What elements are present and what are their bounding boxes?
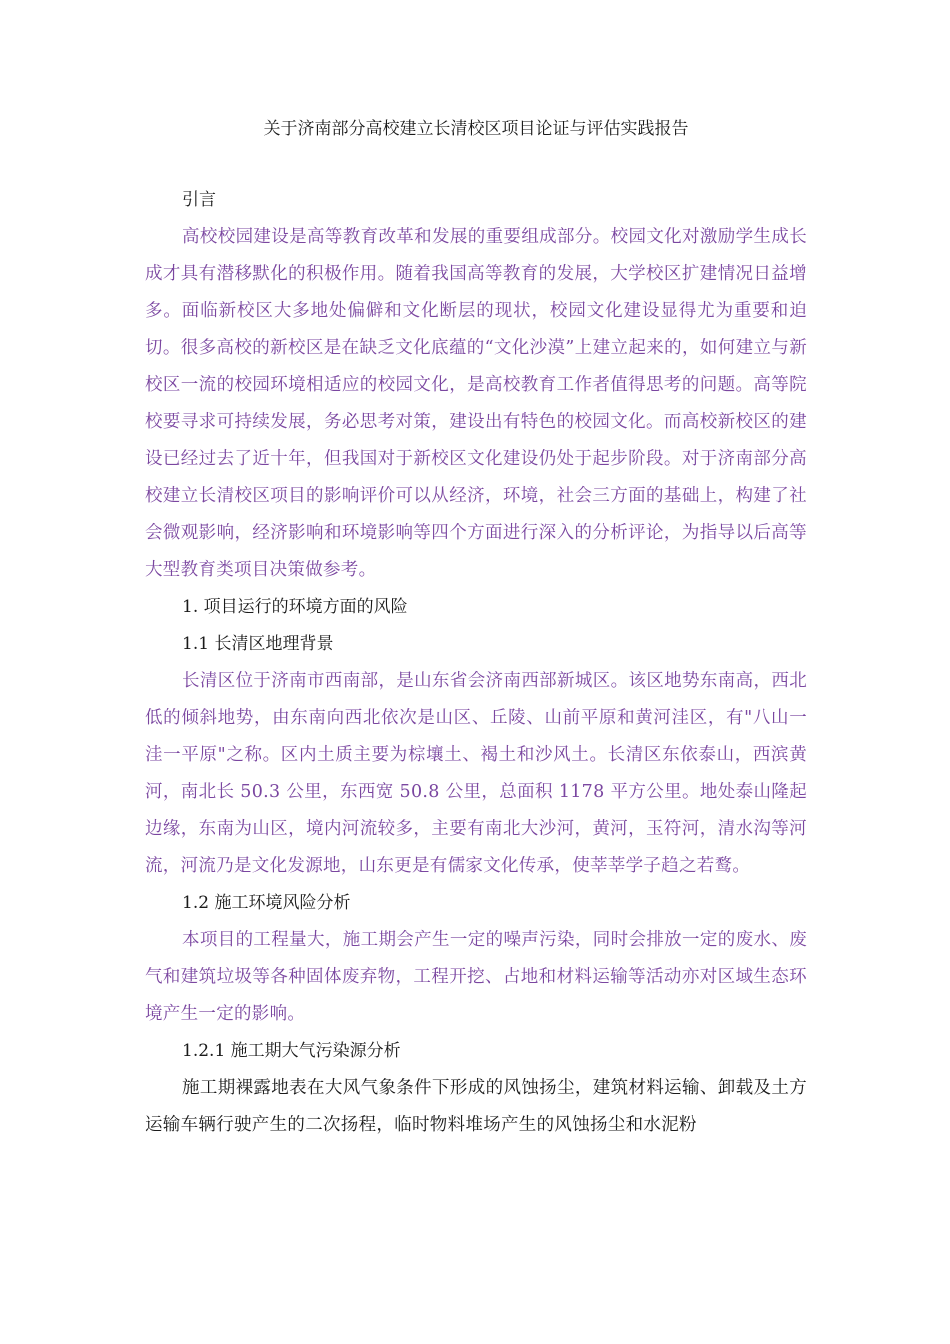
section-1-2-paragraph: 本项目的工程量大，施工期会产生一定的噪声污染，同时会排放一定的废水、废气和建筑垃圾等各种固体废弃物，工程开挖、占地和材料运输等活动亦对区域生态环境产生一定的影响。 bbox=[145, 930, 807, 1024]
document-body bbox=[145, 182, 807, 1144]
intro-paragraph: 高校校园建设是高等教育改革和发展的重要组成部分。校园文化对激励学生成长成才具有潜移默化的积极作用。随着我国高等教育的发展，大学校区扩建情况日益增多。面临新校区大多地处偏僻和文化断层的现状，校园文化建设显得尤为重要和迫切。很多高校的新校区是在缺乏文化底蕴的“文化沙漠”上建立起来的，如何建立与新校区一流的校园环境相适应的校园文化，是高校教育工作者值得思考的问题。高等院校要寻求可持续发展，务必思考对策，建设出有特色的校园文化。而高校新校区的建设已经过去了近十年，但我国对于新校区文化建设仍处于起步阶段。对于济南部分高校建立长清校区项目的影响评价可以从经济，环境，社会三方面的基础上，构建了社会微观影响，经济影响和环境影响等四个方面进行深入的分析评论，为指导以后高等大型教育类项目决策做参考。 bbox=[145, 227, 807, 580]
document-title: 关于济南部分高校建立长清校区项目论证与评估实践报告 bbox=[263, 119, 689, 139]
intro-heading: 引言 bbox=[182, 190, 216, 210]
section-1-1-paragraph: 长清区位于济南市西南部，是山东省会济南西部新城区。该区地势东南高，西北低的倾斜地势，由东南向西北依次是山区、丘陵、山前平原和黄河洼区，有"八山一洼一平原"之称。区内土质主要为棕壤土、褐土和沙风土。长清区东依泰山，西滨黄河，南北长 50.3 公里，东西宽 50.8 公里，总面积 1178 平方公里。地处泰山隆起边缘，东南为山区，境内河流较多，主要有南北大沙河，黄河，玉符河，清水沟等河流，河流乃是文化发源地，山东更是有儒家文化传承，使莘莘学子趋之若鹜。 bbox=[145, 671, 807, 876]
section-1-2-heading: 1.2 施工环境风险分析 bbox=[182, 893, 351, 913]
section-1-1-heading: 1.1 长清区地理背景 bbox=[182, 634, 334, 654]
section-1-2-1-heading: 1.2.1 施工期大气污染源分析 bbox=[182, 1041, 401, 1061]
section-1-2-1-paragraph: 施工期裸露地表在大风气象条件下形成的风蚀扬尘，建筑材料运输、卸载及土方运输车辆行驶产生的二次扬程，临时物料堆场产生的风蚀扬尘和水泥粉 bbox=[145, 1078, 807, 1135]
section-1-heading: 1. 项目运行的环境方面的风险 bbox=[182, 597, 408, 617]
